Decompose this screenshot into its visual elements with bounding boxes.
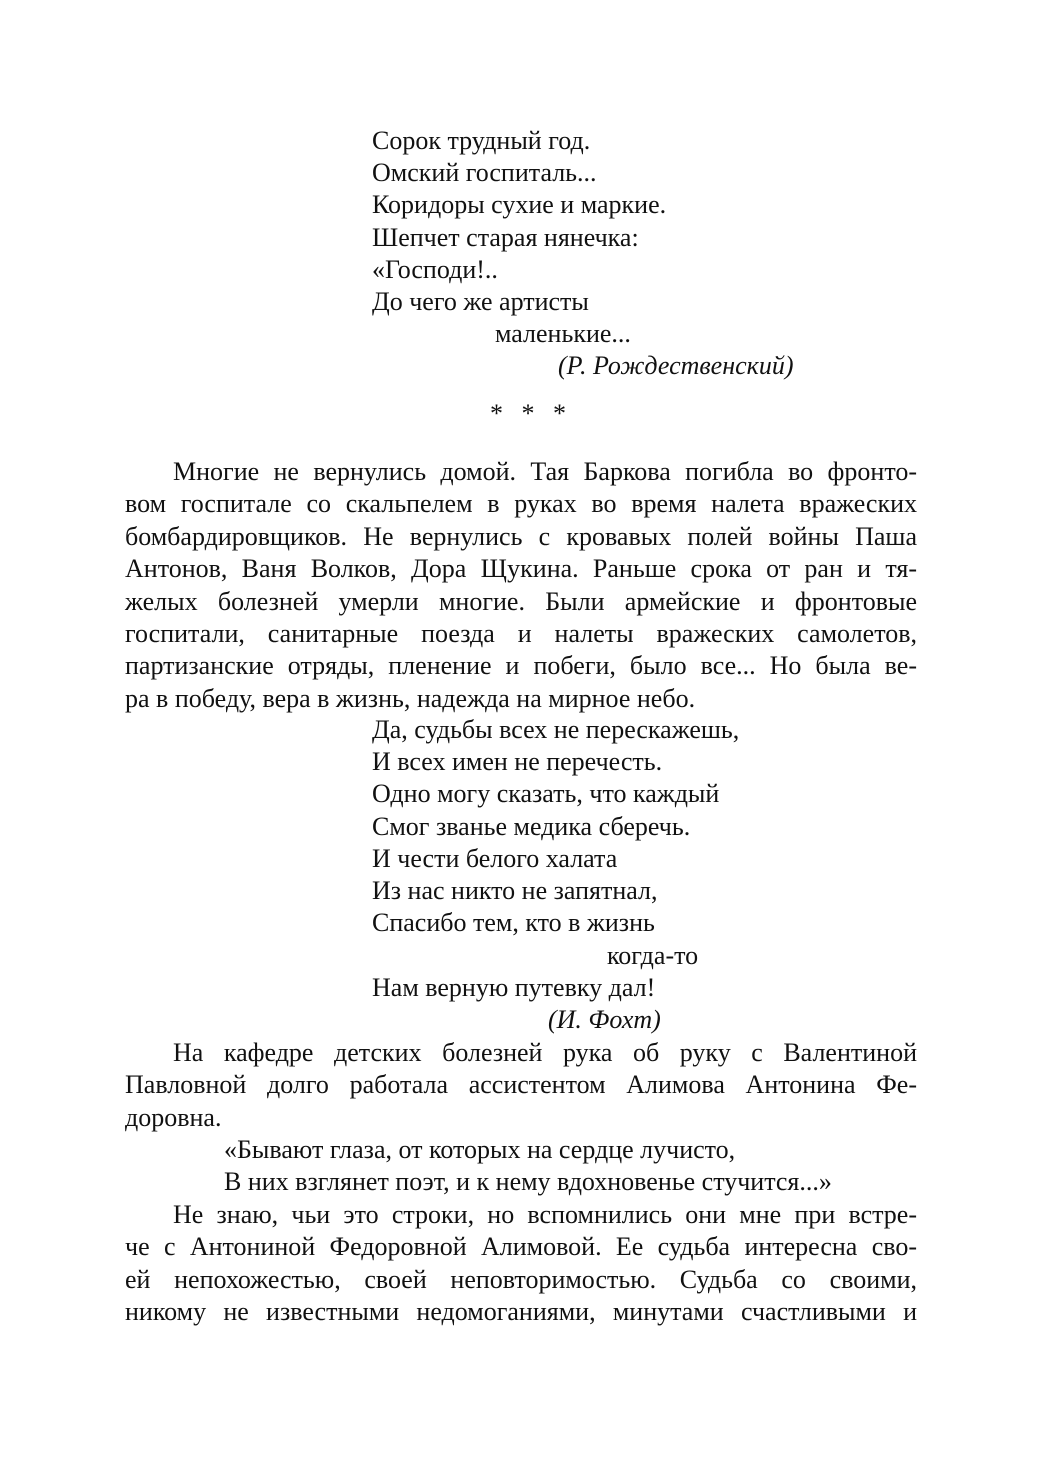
paragraph-2 [125,1037,917,1134]
quote-line-2: В них взглянет поэт, и к нему вдохновенье стучится...» [224,1167,832,1196]
poem1-line-7: маленькие... [495,319,631,348]
paragraph-1-line: госпитали, санитарные поезда и налеты вражеских самолетов, [125,619,917,649]
poem1-line-2: Омский госпиталь... [372,158,597,187]
poem2-line-9: Нам верную путевку дал! [372,973,656,1002]
poem1-author: (Р. Рождественский) [558,351,794,380]
paragraph-1-line: бомбардировщиков. Не вернулись с кровавых полей войны Паша [125,521,917,551]
poem1-line-6: До чего же артисты [372,287,589,316]
poem1-line-1: Сорок трудный год. [372,126,591,155]
paragraph-3-line: никому не известными недомоганиями, минутами счастливыми и [125,1297,917,1327]
paragraph-1-line: партизанские отряды, пленение и побеги, было все... Но была ве- [125,651,917,681]
paragraph-1-line: вом госпитале со скальпелем в руках во время налета вражеских [125,489,917,519]
poem2-line-4: Смог званье медика сберечь. [372,812,691,841]
poem1-line-5: «Господи!.. [372,255,498,284]
poem2-line-6: Из нас никто не запятнал, [372,876,658,905]
paragraph-3-line: че с Антониной Федоровной Алимовой. Ее судьба интересна сво- [125,1232,917,1262]
paragraph-1 [125,456,917,715]
poem2-line-8: когда-то [607,941,699,970]
paragraph-3-line: Не знаю, чьи это строки, но вспомнились они мне при встре- [173,1200,917,1229]
paragraph-2-line: Павловной долго работала ассистентом Алимова Антонина Фе- [125,1070,917,1100]
poem2-line-5: И чести белого халата [372,844,618,873]
poem2-line-7: Спасибо тем, кто в жизнь [372,908,655,937]
quote-line-1: «Бывают глаза, от которых на сердце лучисто, [224,1135,736,1164]
section-separator: * * * [490,399,572,428]
paragraph-1-line: ра в победу, вера в жизнь, надежда на мирное небо. [125,683,696,713]
poem1-line-4: Шепчет старая нянечка: [372,223,639,252]
paragraph-3 [125,1199,917,1329]
paragraph-2-line: На кафедре детских болезней рука об руку с Валентиной [173,1038,917,1067]
poem1-line-3: Коридоры сухие и маркие. [372,190,667,219]
paragraph-1-line: Многие не вернулись домой. Тая Баркова погибла во фронто- [173,457,917,486]
paragraph-2-line: доровна. [125,1102,222,1132]
poem2-line-3: Одно могу сказать, что каждый [372,779,720,808]
poem2-author: (И. Фохт) [548,1005,661,1034]
paragraph-1-line: Антонов, Ваня Волков, Дора Щукина. Раньше срока от ран и тя- [125,554,917,584]
poem2-line-2: И всех имен не перечесть. [372,747,663,776]
poem2-line-1: Да, судьбы всех не перескажешь, [372,715,740,744]
paragraph-1-line: желых болезней умерли многие. Были армейские и фронтовые [125,586,917,616]
paragraph-3-line: ей непохожестью, своей неповторимостью. Судьба со своими, [125,1264,917,1294]
